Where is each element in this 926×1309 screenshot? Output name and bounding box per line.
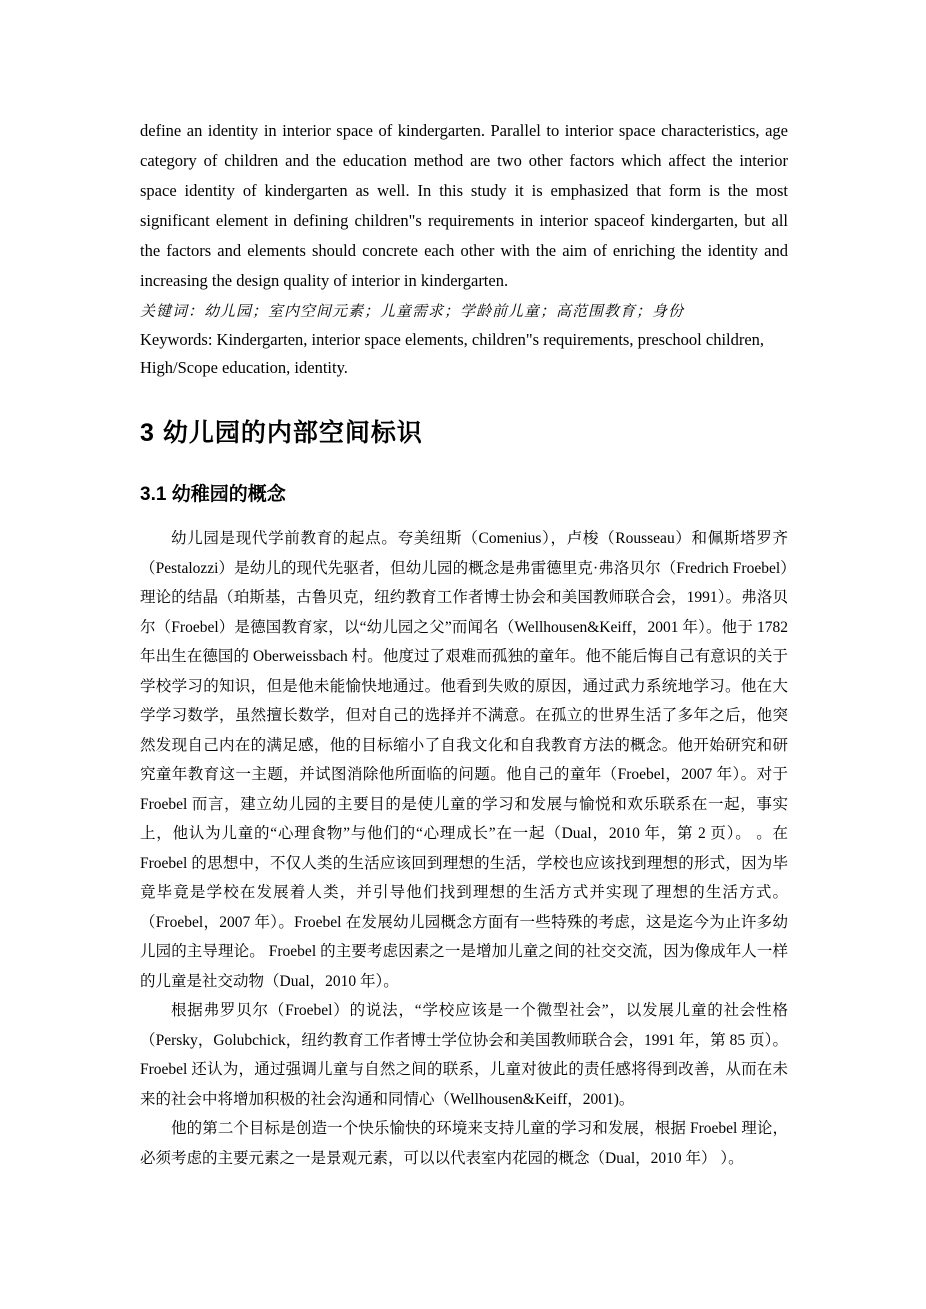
keywords-chinese-line: 关键词：幼儿园；室内空间元素；儿童需求；学龄前儿童；高范围教育；身份: [140, 304, 685, 320]
subsection-heading: 3.1 幼稚园的概念: [140, 484, 286, 505]
keywords-english-line: Keywords: Kindergarten, interior space elements, children"s requirements, preschool children, High/Scope education, identity.: [140, 330, 765, 377]
body-paragraph-2: 根据弗罗贝尔（Froebel）的说法，“学校应该是一个微型社会”，以发展儿童的社会性格（Persky，Golubchick，纽约教育工作者博士学位协会和美国教师联合会，1991 年，第 85 页）。 Froebel 还认为，通过强调儿童与自然之间的联系，儿童对彼此的责任感将得到改善，从而在未来的社会中将增加积极的社会沟通和同情心（Wellhousen&Keiff，2001)。: [140, 1002, 788, 1108]
abstract-english-paragraph: define an identity in interior space of kindergarten. Parallel to interior space characteristics, age category of children and the education method are two other factors which affect the interior space identity of kindergarten as well. In this study it is emphasized that form is the most significant element in defining children"s requirements in interior spaceof kindergarten, but all the factors and elements should concrete each other with the aim of enriching the identity and increasing the design quality of interior in kindergarten.: [140, 121, 788, 290]
section-heading: 3 幼儿园的内部空间标识: [140, 419, 423, 447]
body-paragraph-3: 他的第二个目标是创造一个快乐愉快的环境来支持儿童的学习和发展，根据 Froebel 理论，必须考虑的主要元素之一是景观元素，可以以代表室内花园的概念（Dual，2010 年） ）。: [140, 1120, 788, 1167]
body-paragraph-1: 幼儿园是现代学前教育的起点。夸美纽斯（Comenius），卢梭（Rousseau）和佩斯塔罗齐（Pestalozzi）是幼儿的现代先驱者，但幼儿园的概念是弗雷德里克·弗洛贝尔（Fredrich Froebel）理论的结晶（珀斯基，古鲁贝克，纽约教育工作者博士协会和美国教师联合会，1991）。弗洛贝尔（Froebel）是德国教育家，以“幼儿园之父”而闻名（Wellhousen&Keiff，2001 年）。他于 1782 年出生在德国的 Oberweissbach 村。他度过了艰难而孤独的童年。他不能后悔自己有意识的关于学校学习的知识，但是他未能愉快地通过。他看到失败的原因，通过武力系统地学习。他在大学学习数学，虽然擅长数学，但对自己的选择并不满意。在孤立的世界生活了多年之后，他突然发现自己内在的满足感，他的目标缩小了自我文化和自我教育方法的概念。他开始研究和研究童年教育这一主题，并试图消除他所面临的问题。他自己的童年（Froebel，2007 年）。对于 Froebel 而言，建立幼儿园的主要目的是使儿童的学习和发展与愉悦和欢乐联系在一起，事实上，他认为儿童的“心理食物”与他们的“心理成长”在一起（Dual，2010 年，第 2 页）。 。在 Froebel 的思想中，不仅人类的生活应该回到理想的生活，学校也应该找到理想的形式，因为毕竟毕竟是学校在发展着人类，并引导他们找到理想的生活方式并实现了理想的生活方式。 （Froebel，2007 年）。Froebel 在发展幼儿园概念方面有一些特殊的考虑，这是迄今为止许多幼儿园的主导理论。 Froebel 的主要考虑因素之一是增加儿童之间的社交交流，因为像成年人一样的儿童是社交动物（Dual，2010 年）。: [140, 530, 788, 990]
